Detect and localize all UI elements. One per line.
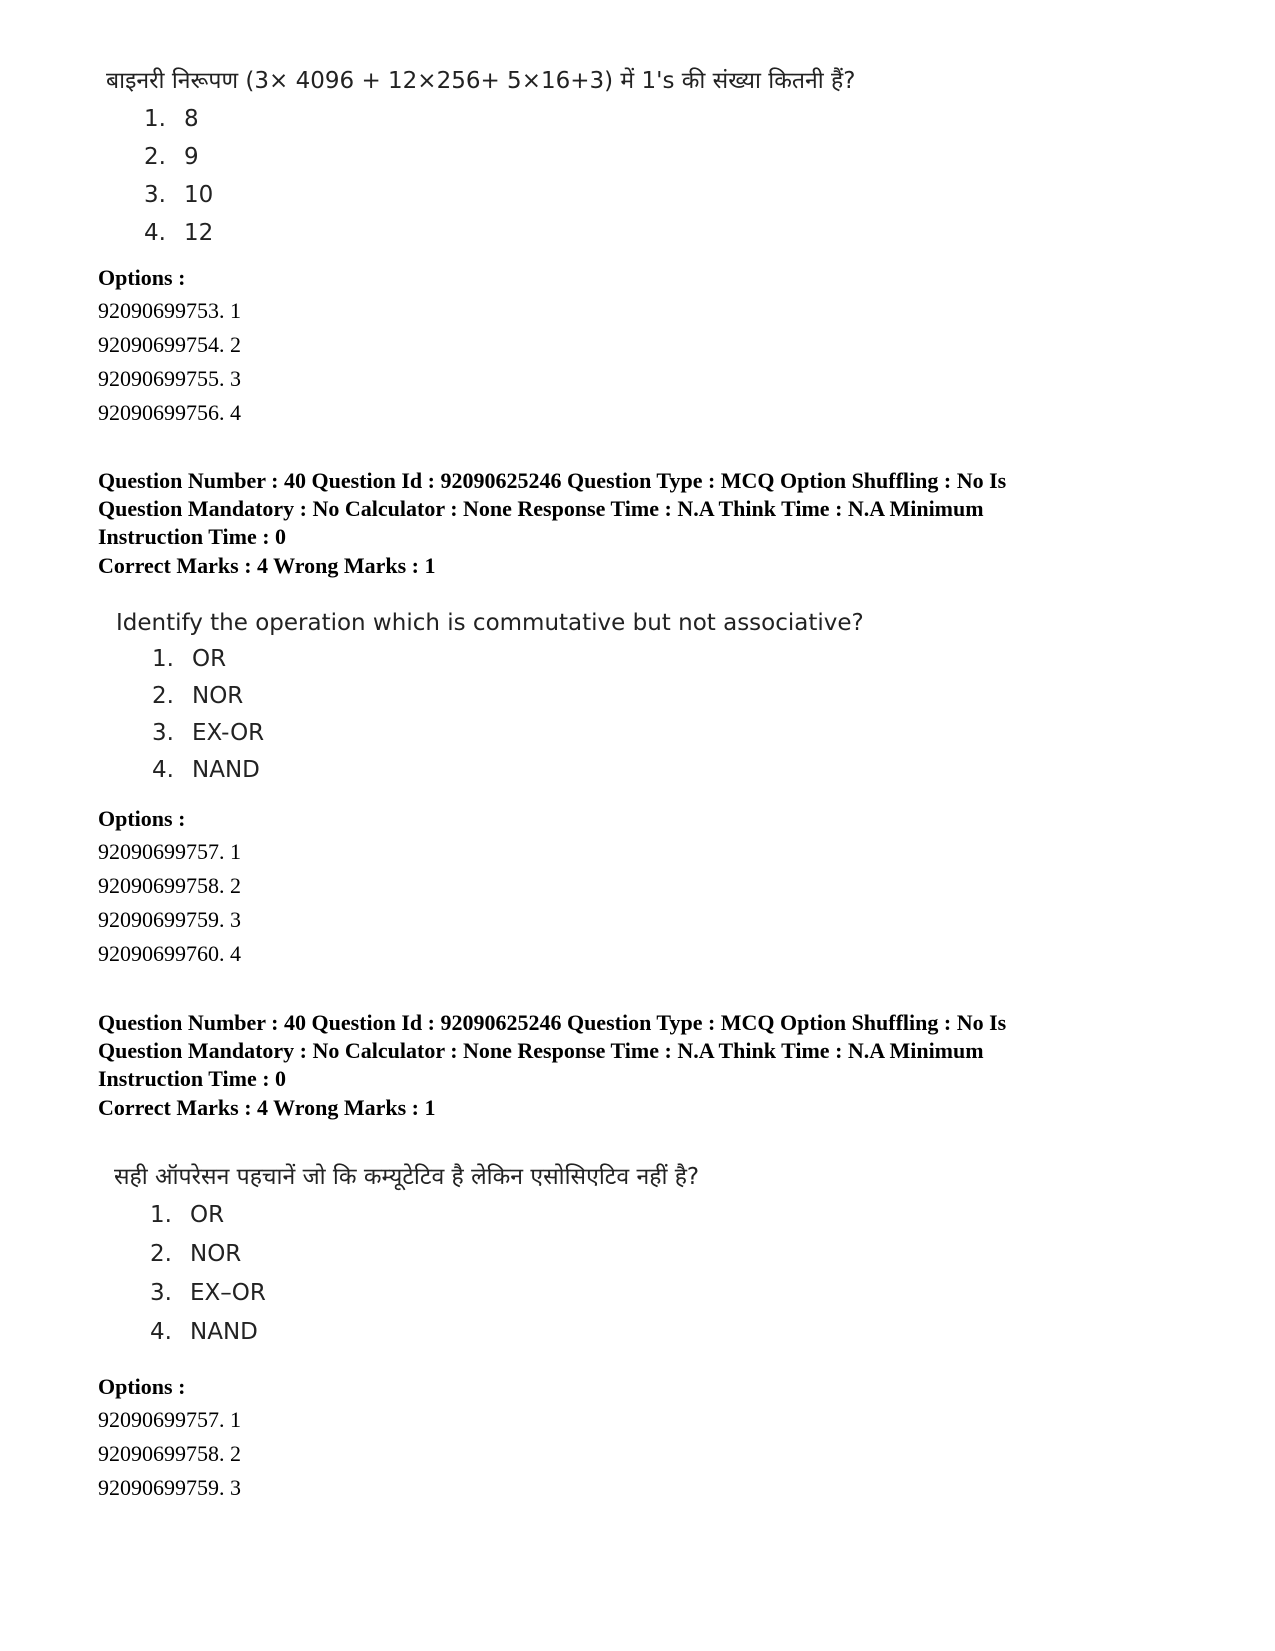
choice-item — [152, 715, 864, 752]
choice-text: 8 — [184, 106, 199, 132]
choice-list — [150, 1196, 699, 1352]
choice-number: 2. — [150, 1241, 172, 1267]
option-id-line: 92090699760. 4 — [98, 941, 241, 966]
options-section — [98, 1371, 241, 1505]
option-id-line: 92090699755. 3 — [98, 366, 241, 391]
choice-item — [150, 1235, 699, 1274]
choice-number: 4. — [152, 757, 174, 783]
choice-item — [150, 1274, 699, 1313]
question-metadata — [98, 1009, 1158, 1093]
choice-text: 10 — [184, 182, 214, 208]
option-id-line: 92090699757. 1 — [98, 839, 241, 864]
choice-list — [152, 641, 864, 789]
choice-item — [144, 214, 855, 252]
options-label: Options : — [98, 265, 186, 290]
meta-line: Question Number : 40 Question Id : 92090625246 Question Type : MCQ Option Shuffling : No Is — [98, 468, 1007, 493]
question-image-english — [116, 606, 864, 789]
choice-text: OR — [192, 646, 227, 672]
marks-line: Correct Marks : 4 Wrong Marks : 1 — [98, 1095, 436, 1120]
meta-line: Instruction Time : 0 — [98, 1066, 287, 1091]
choice-number: 1. — [152, 646, 174, 672]
meta-line: Question Mandatory : No Calculator : None Response Time : N.A Think Time : N.A Minimum — [98, 1038, 984, 1063]
option-id-line: 92090699756. 4 — [98, 400, 241, 425]
choice-item — [144, 138, 855, 176]
option-id-line: 92090699754. 2 — [98, 332, 241, 357]
option-id-line: 92090699759. 3 — [98, 1475, 241, 1500]
options-label: Options : — [98, 1374, 186, 1399]
choice-number: 4. — [144, 220, 166, 246]
choice-text: NOR — [192, 683, 244, 709]
choice-number: 3. — [152, 720, 174, 746]
question-text: बाइनरी निरूपण (3× 4096 + 12×256+ 5×16+3) में 1's की संख्या कितनी हैं? — [106, 68, 856, 94]
choice-item — [152, 678, 864, 715]
choice-item — [150, 1196, 699, 1235]
question-metadata — [98, 467, 1158, 551]
choice-number: 4. — [150, 1319, 172, 1345]
question-image-binary — [106, 64, 855, 252]
options-section — [98, 262, 241, 430]
option-id-line: 92090699758. 2 — [98, 1441, 241, 1466]
options-section — [98, 803, 241, 971]
choice-item — [152, 752, 864, 789]
choice-number: 3. — [144, 182, 166, 208]
meta-line: Instruction Time : 0 — [98, 524, 287, 549]
option-id-line: 92090699753. 1 — [98, 298, 241, 323]
question-text: Identify the operation which is commutative but not associative? — [116, 610, 864, 636]
option-id-line: 92090699758. 2 — [98, 873, 241, 898]
choice-text: NOR — [190, 1241, 242, 1267]
choice-number: 3. — [150, 1280, 172, 1306]
choice-item — [144, 176, 855, 214]
choice-item — [152, 641, 864, 678]
question-text: सही ऑपरेसन पहचानें जो कि कम्यूटेटिव है लेकिन एसोसिएटिव नहीं है? — [114, 1164, 700, 1190]
choice-text: OR — [190, 1202, 225, 1228]
choice-text: EX–OR — [190, 1280, 266, 1306]
choice-text: 12 — [184, 220, 214, 246]
options-label: Options : — [98, 806, 186, 831]
choice-number: 1. — [144, 106, 166, 132]
marks-line: Correct Marks : 4 Wrong Marks : 1 — [98, 553, 436, 578]
choice-list — [144, 100, 855, 252]
choice-item — [144, 100, 855, 138]
choice-text: EX-OR — [192, 720, 265, 746]
meta-line: Question Mandatory : No Calculator : None Response Time : N.A Think Time : N.A Minimum — [98, 496, 984, 521]
choice-number: 2. — [152, 683, 174, 709]
choice-text: 9 — [184, 144, 199, 170]
question-image-hindi — [114, 1160, 699, 1352]
choice-text: NAND — [192, 757, 260, 783]
choice-item — [150, 1313, 699, 1352]
option-id-line: 92090699759. 3 — [98, 907, 241, 932]
choice-text: NAND — [190, 1319, 258, 1345]
choice-number: 2. — [144, 144, 166, 170]
choice-number: 1. — [150, 1202, 172, 1228]
meta-line: Question Number : 40 Question Id : 92090625246 Question Type : MCQ Option Shuffling : No Is — [98, 1010, 1007, 1035]
option-id-line: 92090699757. 1 — [98, 1407, 241, 1432]
